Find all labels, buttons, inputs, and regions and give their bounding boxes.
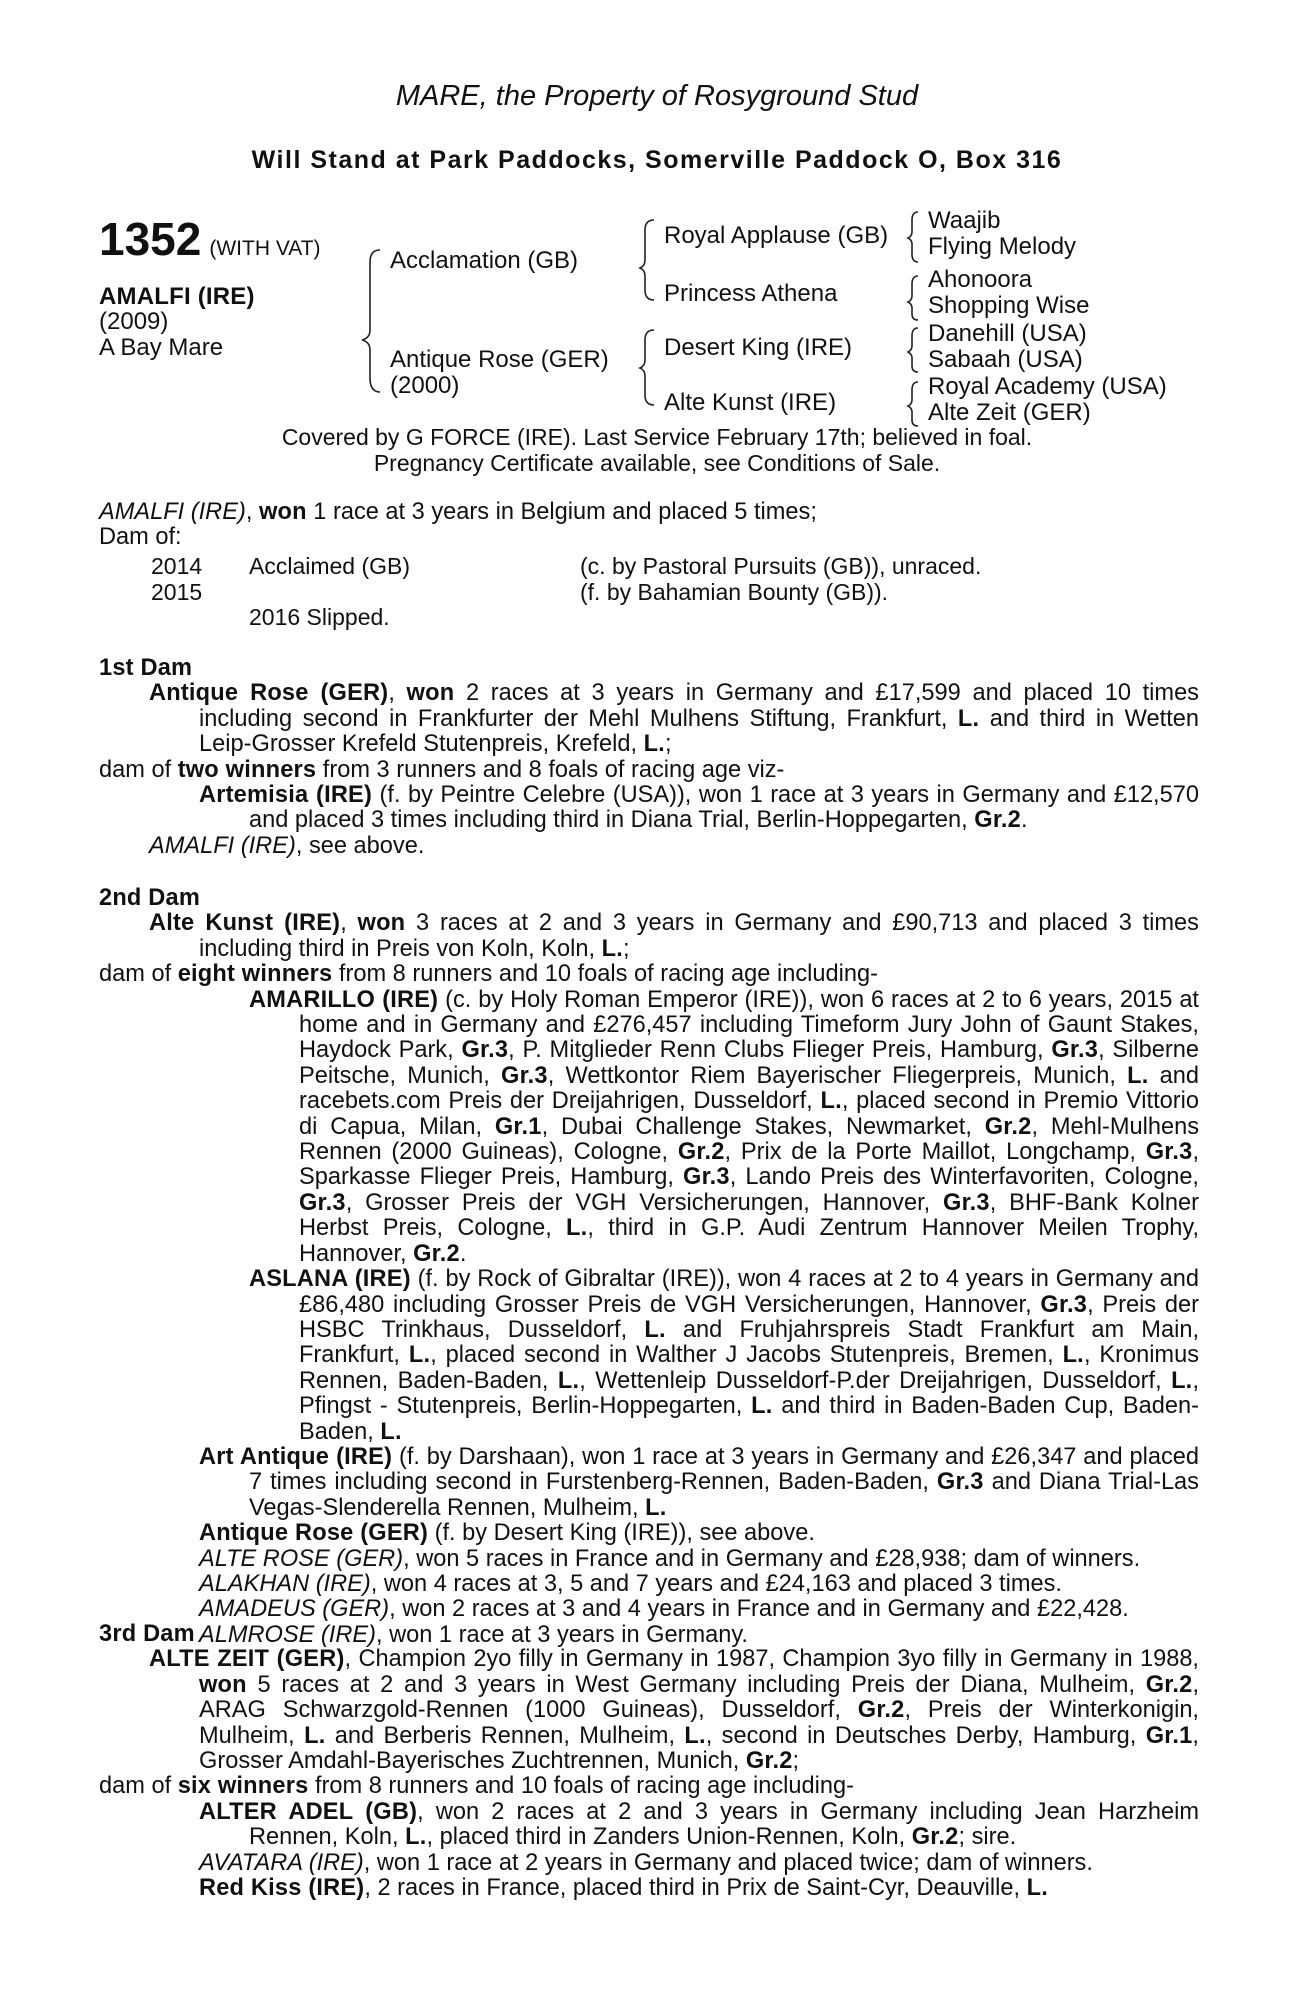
horse-name: Red Kiss (IRE) [199,1875,365,1902]
first-dam-text: and third in Wetten Leip-Grosser Krefeld Stutenpreis, Krefeld, [199,705,1199,758]
listed-label: L. [643,731,665,758]
pedigree-ssd: Flying Melody [928,233,1077,260]
produce-alakhan [99,1572,1199,1597]
produce-note-2015: (f. by Bahamian Bounty (GB)). [580,579,889,605]
text-run: L. [1171,1367,1193,1394]
produce-amadeus [99,1597,1199,1622]
text-run: won [199,1671,247,1698]
text-run: ; sire. [958,1824,1017,1851]
text-run: and racebets.com Preis der Dreijahrigen, Dusseldorf, [299,1062,1199,1115]
produce-amalfi [99,834,1199,859]
text-run: , placed second in Premio Vittorio di Capua, Milan, [299,1088,1199,1140]
horse-name: AMALFI (IRE) [149,832,296,859]
text-run: Gr.3 [1040,1291,1088,1318]
produce-year-2014: 2014 [151,553,203,579]
lot-year: (2009) [99,308,169,335]
lot-number: 1352 [99,213,202,265]
horse-name: ASLANA (IRE) [249,1266,411,1293]
text-run: , Grosser Preis der VGH Versicherungen, Hannover, [345,1189,944,1216]
won-label: won [357,910,406,937]
first-dam-name: Antique Rose (GER) [149,680,389,707]
second-dam-record: Alte Kunst (IRE), won 3 races at 2 and 3 years in Germany and £90,713 and placed 3 times including third in Preis von Koln, Koln, L.; [149,910,1199,962]
third-dam-dam-of [99,1774,1199,1799]
group-label: Gr.2 [974,807,1021,834]
text-run: L. [557,1367,580,1394]
text-run: L. [566,1215,588,1242]
text-run: L. [644,1316,666,1343]
first-dam-text: 2 races at 3 years in Germany and £17,599 and placed 10 times including second in Frankfurter der Mehl Mulhens Stiftung, Frankfurt, [199,680,1199,732]
text-run: from 8 runners and 10 foals of racing age including- [308,1773,855,1800]
produce-name-2014: Acclaimed (GB) [249,553,411,579]
produce-intro-text: 1 race at 3 years in Belgium and placed 5 times; [306,499,817,525]
pedigree-dam: Antique Rose (GER) [390,346,609,373]
horse-name: Artemisia (IRE) [199,782,373,809]
text-run: , Sparkasse Flieger Preis, Hamburg, [299,1139,1199,1191]
text-run: , Lando Preis des Winterfavoriten, Cologne, [729,1164,1199,1191]
text-run: and third in Baden-Baden Cup, Baden-Baden, [299,1393,1199,1445]
text-run: Gr.2 [984,1113,1032,1140]
pedigree-dam-sire: Desert King (IRE) [664,334,853,361]
text-run: (f. by Desert King (IRE)), see above. [428,1520,815,1547]
horse-record: . [1020,807,1028,834]
text-run: , Prix de la Porte Maillot, Longchamp, [724,1139,1146,1166]
text-run: , won 2 races at 2 and 3 years in Germany including Jean Harzheim Rennen, Koln, [249,1798,1200,1851]
produce-aslana [99,1267,1199,1445]
produce-section: AMALFI (IRE), won 1 race at 3 years in Belgium and placed 5 times; Dam of: [99,500,1199,551]
text-run: dam of [99,1773,178,1800]
first-dam-heading: 1st Dam [99,655,193,681]
third-dam-heading: 3rd Dam [99,1621,195,1647]
second-dam-name: Alte Kunst (IRE) [149,910,341,937]
horse-name: Antique Rose (GER) [199,1520,429,1547]
covered-line: Covered by G FORCE (IRE). Last Service February 17th; believed in foal. [281,424,1033,450]
pedigree-sire-dam: Princess Athena [664,280,838,307]
lot-description: A Bay Mare [99,334,224,361]
text-run: (c. by Holy Roman Emperor (IRE)), won 6 races at 2 to 6 years, 2015 at home and in Germany and £276,457 including Timeform Jury John of Gaunt Stakes, Haydock Park, [299,986,1199,1064]
text-run: Gr.1 [494,1113,542,1140]
third-dam-name: ALTE ZEIT (GER) [149,1646,345,1673]
pedigree-sire-sire: Royal Applause (GB) [664,222,889,249]
text-run: , third in G.P. Audi Zentrum Hannover Meilen Trophy, Hannover, [299,1215,1199,1267]
text-run: , Wettenleip Dusseldorf-P.der Dreijahrigen, Dusseldorf, [579,1367,1172,1394]
pedigree-dds: Royal Academy (USA) [928,373,1167,400]
text-run: , Kronimus Rennen, Baden-Baden, [299,1342,1200,1394]
dam-of-text: dam of [99,756,178,783]
horse-record: (f. by Peintre Celebre (USA)), won 1 race at 3 years in Germany and £12,570 and placed 3 times including third in Diana Trial, Berlin-Hoppegarten, [249,782,1199,834]
text-run: , ARAG Schwarzgold-Rennen (1000 Guineas), Dusseldorf, [199,1671,1199,1724]
horse-record: , see above. [295,832,425,859]
second-dam-text: 3 races at 2 and 3 years in Germany and £90,713 and placed 3 times including third in Preis von Koln, Koln, [199,910,1199,962]
text-run: , BHF-Bank Kolner Herbst Preis, Cologne, [299,1189,1199,1242]
produce-amarillo [99,988,1199,1267]
text-run: , placed second in Walther J Jacobs Stutenpreis, Bremen, [430,1342,1063,1369]
text-run: and Fruhjahrspreis Stadt Frankfurt am Main, Frankfurt, [299,1316,1200,1369]
text-run: and Berberis Rennen, Mulheim, [325,1722,685,1749]
text-run: L. [751,1393,773,1420]
dam-of-text: dam of [99,961,178,988]
produce-art-antique [99,1445,1199,1521]
text-run: Gr.2 [413,1240,460,1267]
pedigree-ddd: Alte Zeit (GER) [928,399,1091,426]
text-run: L. [1062,1342,1084,1369]
text-run: L. [1026,1875,1048,1902]
won-label: won [406,680,455,707]
vat-note: (WITH VAT) [209,237,321,260]
text-run: , Mehl-Mulhens Rennen (2000 Guineas), Cologne, [299,1113,1199,1166]
listed-label: L. [957,705,980,732]
dam-of-text: from 3 runners and 8 foals of racing age viz- [316,756,785,783]
text-run: Gr.2 [911,1824,959,1851]
text-run: L. [408,1342,431,1369]
winners-count: two winners [177,756,317,783]
horse-name: Art Antique (IRE) [199,1443,393,1470]
horse-name: ALAKHAN (IRE) [199,1570,371,1597]
text-run: L. [645,1494,667,1521]
listed-label: L. [601,935,624,962]
text-run: , won 2 races at 3 and 4 years in France and in Germany and £22,428. [389,1596,1129,1623]
second-dam-text: ; [623,935,630,962]
text-run: Gr.3 [461,1037,509,1064]
first-dam-dam-of [99,758,1199,783]
produce-avatara [99,1851,1199,1876]
text-run: , second in Deutsches Derby, Hamburg, [705,1722,1146,1749]
text-run: L. [405,1824,427,1851]
produce-alte-rose [99,1547,1199,1572]
text-run: , Dubai Challenge Stakes, Newmarket, [541,1113,985,1140]
pedigree-sds: Ahonoora [928,266,1033,293]
produce-artemisia [99,783,1199,834]
first-dam-record: Antique Rose (GER), won 2 races at 3 years in Germany and £17,599 and placed 10 times including second in Frankfurter der Mehl Mulhens Stiftung, Frankfurt, L. and third in Wetten Leip-Grosser Krefeld Stutenpreis, Krefeld, L.; [149,680,1199,758]
text-run: Gr.3 [1051,1037,1099,1064]
second-dam-heading: 2nd Dam [99,885,201,911]
text-run: , Preis der Winterkonigin, Mulheim, [199,1697,1199,1749]
lot-name: AMALFI (IRE) [99,283,255,310]
dam-of-label: Dam of: [99,524,182,551]
produce-alter-adel [99,1800,1199,1851]
text-run: Gr.3 [501,1062,548,1089]
text-run: Gr.2 [857,1697,905,1724]
pedigree-dsd: Sabaah (USA) [928,346,1083,373]
text-run: , Preis der HSBC Trinkhaus, Dusseldorf, [299,1291,1199,1343]
text-run: L. [820,1088,842,1115]
text-run: (f. by Darshaan), won 1 race at 3 years in Germany and £26,347 and placed 7 times including second in Furstenberg-Rennen, Baden-Baden, [249,1443,1199,1496]
text-run: , Silberne Peitsche, Munich, [299,1037,1199,1089]
third-dam-section [99,1622,1199,1901]
second-dam-dam-of [99,962,1199,987]
text-run: Gr.1 [1145,1722,1193,1749]
text-run: Gr.3 [683,1164,730,1191]
text-run: Gr.3 [936,1469,984,1496]
text-run: , won 4 races at 3, 5 and 7 years and £24,163 and placed 3 times. [370,1570,1062,1597]
text-run: L. [304,1722,326,1749]
pregnancy-line: Pregnancy Certificate available, see Conditions of Sale. [373,450,941,476]
horse-name: ALTE ROSE (GER) [199,1545,404,1572]
horse-name: AVATARA (IRE) [199,1849,364,1876]
text-run: , placed third in Zanders Union-Rennen, Koln, [426,1824,912,1851]
produce-name: AMALFI (IRE) [99,499,246,525]
winners-count: eight winners [177,961,333,988]
text-run: L. [684,1722,706,1749]
first-dam-section [99,656,1199,859]
produce-note-2014: (c. by Pastoral Pursuits (GB)), unraced. [580,553,982,579]
text-run: L. [1127,1062,1149,1089]
text-run: , won 1 race at 3 years in Germany. [375,1621,748,1648]
winners-count: six winners [177,1773,309,1800]
text-run: ; [792,1748,800,1775]
text-run: , P. Mitglieder Renn Clubs Flieger Preis, Hamburg, [508,1037,1052,1064]
pedigree-sdd: Shopping Wise [928,292,1090,319]
horse-name: ALTER ADEL (GB) [199,1798,418,1825]
text-run: , Pfingst - Stutenpreis, Berlin-Hoppegarten, [299,1367,1199,1420]
pedigree-dam-year: (2000) [390,372,460,399]
horse-name: AMARILLO (IRE) [249,986,439,1013]
text-run: (f. by Rock of Gibraltar (IRE)), won 4 races at 2 to 4 years in Germany and £86,480 including Grosser Preis de VGH Versicherungen, Hannover, [299,1266,1199,1318]
dam-of-text: from 8 runners and 10 foals of racing age including- [332,961,878,988]
pedigree-sire: Acclamation (GB) [390,247,579,274]
produce-year-2015: 2015 [151,579,203,605]
text-run: Gr.2 [677,1139,725,1166]
text-run: 5 races at 2 and 3 years in West Germany including Preis der Diana, Mulheim, [246,1671,1146,1698]
first-dam-text: ; [664,731,672,758]
won-label: won [258,499,307,525]
pedigree-dss: Danehill (USA) [928,320,1087,347]
text-run: and Diana Trial-Las Vegas-Slenderella Rennen, Mulheim, [249,1469,1199,1521]
pedigree-dam-dam: Alte Kunst (IRE) [664,389,837,416]
horse-name: AMADEUS (GER) [199,1596,390,1623]
text-run: , Grosser Amdahl-Bayerisches Zuchtrennen, Munich, [199,1722,1199,1775]
second-dam-section [99,886,1199,1648]
produce-slipped: 2016 Slipped. [249,604,390,630]
text-run: , 2 races in France, placed third in Prix de Saint-Cyr, Deauville, [364,1875,1027,1902]
pedigree-sss: Waajib [928,207,1001,234]
text-run: Gr.3 [943,1189,990,1216]
text-run: , Wettkontor Riem Bayerischer Fliegerpreis, Munich, [547,1062,1128,1089]
text-run: Gr.3 [1145,1139,1193,1166]
page-title: MARE, the Property of Rosyground Stud [395,80,919,112]
text-run: , Champion 2yo filly in Germany in 1987, Champion 3yo filly in Germany in 1988, [344,1646,1199,1673]
text-run: , won 1 race at 2 years in Germany and placed twice; dam of winners. [363,1849,1093,1876]
text-run: Gr.2 [745,1748,793,1775]
produce-antique-rose [99,1521,1199,1546]
horse-name: ALMROSE (IRE) [199,1621,376,1648]
stand-location: Will Stand at Park Paddocks, Somerville Paddock O, Box 316 [251,146,1063,174]
text-run: Gr.3 [299,1189,346,1216]
text-run: , won 5 races in France and in Germany and £28,938; dam of winners. [403,1545,1141,1572]
text-run: . [459,1240,467,1267]
third-dam-record [99,1647,1199,1774]
text-run: L. [380,1418,402,1445]
produce-red-kiss [99,1876,1199,1901]
text-run: Gr.2 [1145,1671,1193,1698]
